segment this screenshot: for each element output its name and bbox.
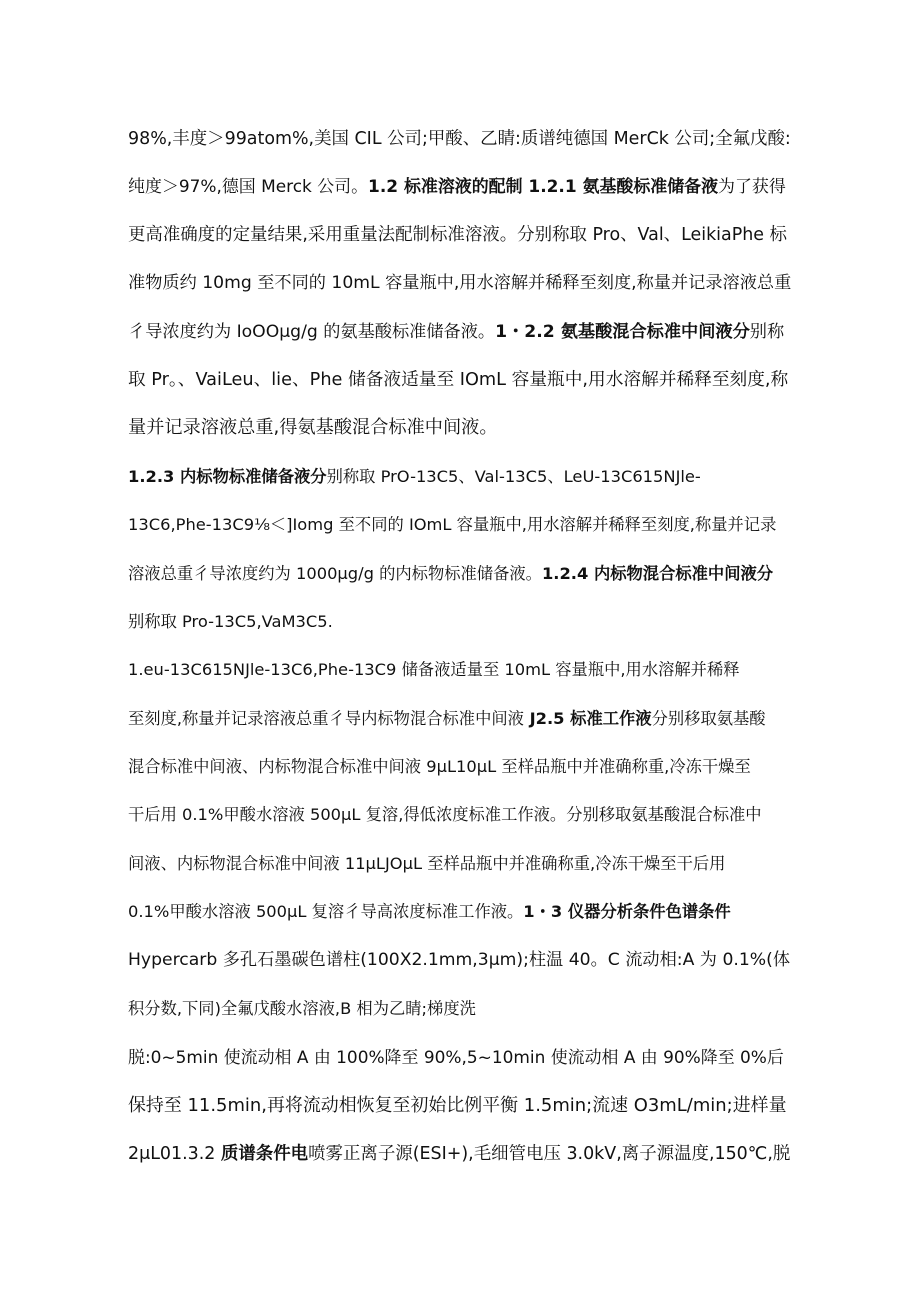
text-run: 13C6,Phe-13C9⅛＜]Iomg 至不同的 IOmL 容量瓶中,用水溶解并稀释至刻度,称量并记录 xyxy=(128,515,777,534)
text-line-19 xyxy=(128,997,476,1021)
text-run: 别称 xyxy=(749,322,785,342)
text-line-21 xyxy=(128,1094,787,1118)
text-run: 2μL01.3.2 xyxy=(128,1144,221,1164)
text-run: 别称取 Pro-13C5,VaM3C5. xyxy=(128,612,333,631)
text-run: 至刻度,称量并记录溶液总重彳导内标物混合标准中间液 xyxy=(128,709,524,728)
text-line-13 xyxy=(128,707,766,731)
text-run: 0.1%甲酸水溶液 500μL 复溶彳导高浓度标准工作液。 xyxy=(128,902,524,921)
text-line-6 xyxy=(128,368,788,392)
text-line-1 xyxy=(128,127,791,151)
section-heading: 1.2.3 内标物标准储备液分 xyxy=(128,467,327,486)
text-run: 98%,丰度＞99atom%,美国 CIL 公司;甲酸、乙睛:质谱纯德国 MerCk 公司;全氟戊酸: xyxy=(128,129,791,149)
text-line-4 xyxy=(128,271,791,295)
text-line-16 xyxy=(128,852,725,876)
text-run: 保持至 11.5min,再将流动相恢复至初始比例平衡 1.5min;流速 O3mL∕min;进样量 xyxy=(128,1095,787,1116)
text-run: 量并记录溶液总重,得氨基酸混合标准中间液。 xyxy=(128,417,498,438)
text-line-17 xyxy=(128,900,731,924)
section-heading: 1・2.2 氨基酸混合标准中间液分 xyxy=(495,322,750,342)
text-line-15 xyxy=(128,803,762,827)
text-run: Hypercarb 多孔石墨碳色谱柱(100X2.1mm,3μm);柱温 40。C 流动相:A 为 0.1%(体 xyxy=(128,950,791,970)
text-run: 取 Pr。、VaiLeu、lie、Phe 储备液适量至 IOmL 容量瓶中,用水溶解并稀释至刻度,称 xyxy=(128,370,789,390)
text-run: 纯度＞97%,德国 Merck 公司。 xyxy=(128,176,369,196)
text-run: 混合标准中间液、内标物混合标准中间液 9μL10μL 至样品瓶中并准确称重,冷冻干燥至 xyxy=(128,757,751,776)
text-line-8 xyxy=(128,465,701,489)
text-line-11 xyxy=(128,610,333,634)
text-line-9 xyxy=(128,513,776,537)
text-line-18 xyxy=(128,948,790,972)
text-line-7 xyxy=(128,416,498,440)
text-line-22 xyxy=(128,1142,790,1166)
text-run: 1.eu-13C615NJle-13C6,Phe-13C9 储备液适量至 10mL 容量瓶中,用水溶解并稀释 xyxy=(128,660,740,679)
section-heading: 1・3 仪器分析条件色谱条件 xyxy=(523,902,731,921)
text-line-12 xyxy=(128,658,740,682)
text-run: 间液、内标物混合标准中间液 11μLJOμL 至样品瓶中并准确称重,冷冻干燥至干后用 xyxy=(128,854,726,873)
text-run: 干后用 0.1%甲酸水溶液 500μL 复溶,得低浓度标准工作液。分别移取氨基酸混合标准中 xyxy=(128,805,762,824)
text-line-2 xyxy=(128,174,786,198)
text-line-20 xyxy=(128,1045,784,1069)
text-run: 脱:0~5min 使流动相 A 由 100%降至 90%,5~10min 使流动相 A 由 90%降至 0%后 xyxy=(128,1047,784,1067)
section-heading: 1.2 标准溶液的配制 1.2.1 氨基酸标准储备液 xyxy=(368,176,719,196)
section-heading: 质谱条件电 xyxy=(220,1144,309,1164)
text-line-10 xyxy=(128,562,773,586)
text-line-5 xyxy=(128,320,784,344)
text-run: 更高准确度的定量结果,采用重量法配制标准溶液。分别称取 Pro、Val、LeikiaPhe 标 xyxy=(128,225,787,245)
text-line-14 xyxy=(128,755,751,779)
section-heading: J2.5 标准工作液 xyxy=(523,709,652,728)
text-run: 彳导浓度约为 IoOOμg∕g 的氨基酸标准储备液。 xyxy=(128,322,496,342)
text-run: 溶液总重彳导浓度约为 1000μg∕g 的内标物标准储备液。 xyxy=(128,564,542,583)
text-run: 分别移取氨基酸 xyxy=(651,709,766,728)
text-run: 为了获得 xyxy=(718,176,786,196)
text-line-3 xyxy=(128,223,787,247)
section-heading: 1.2.4 内标物混合标准中间液分 xyxy=(541,564,774,583)
text-run: 别称取 PrO-13C5、Val-13C5、LeU-13C615NJle- xyxy=(326,467,701,486)
text-run: 积分数,下同)全氟戊酸水溶液,B 相为乙睛;梯度洗 xyxy=(128,999,476,1018)
text-run: 喷雾正离子源(ESI+),毛细管电压 3.0kV,离子源温度,150℃,脱 xyxy=(308,1144,791,1164)
text-run: 准物质约 10mg 至不同的 10mL 容量瓶中,用水溶解并稀释至刻度,称量并记录溶液总重 xyxy=(128,273,792,293)
